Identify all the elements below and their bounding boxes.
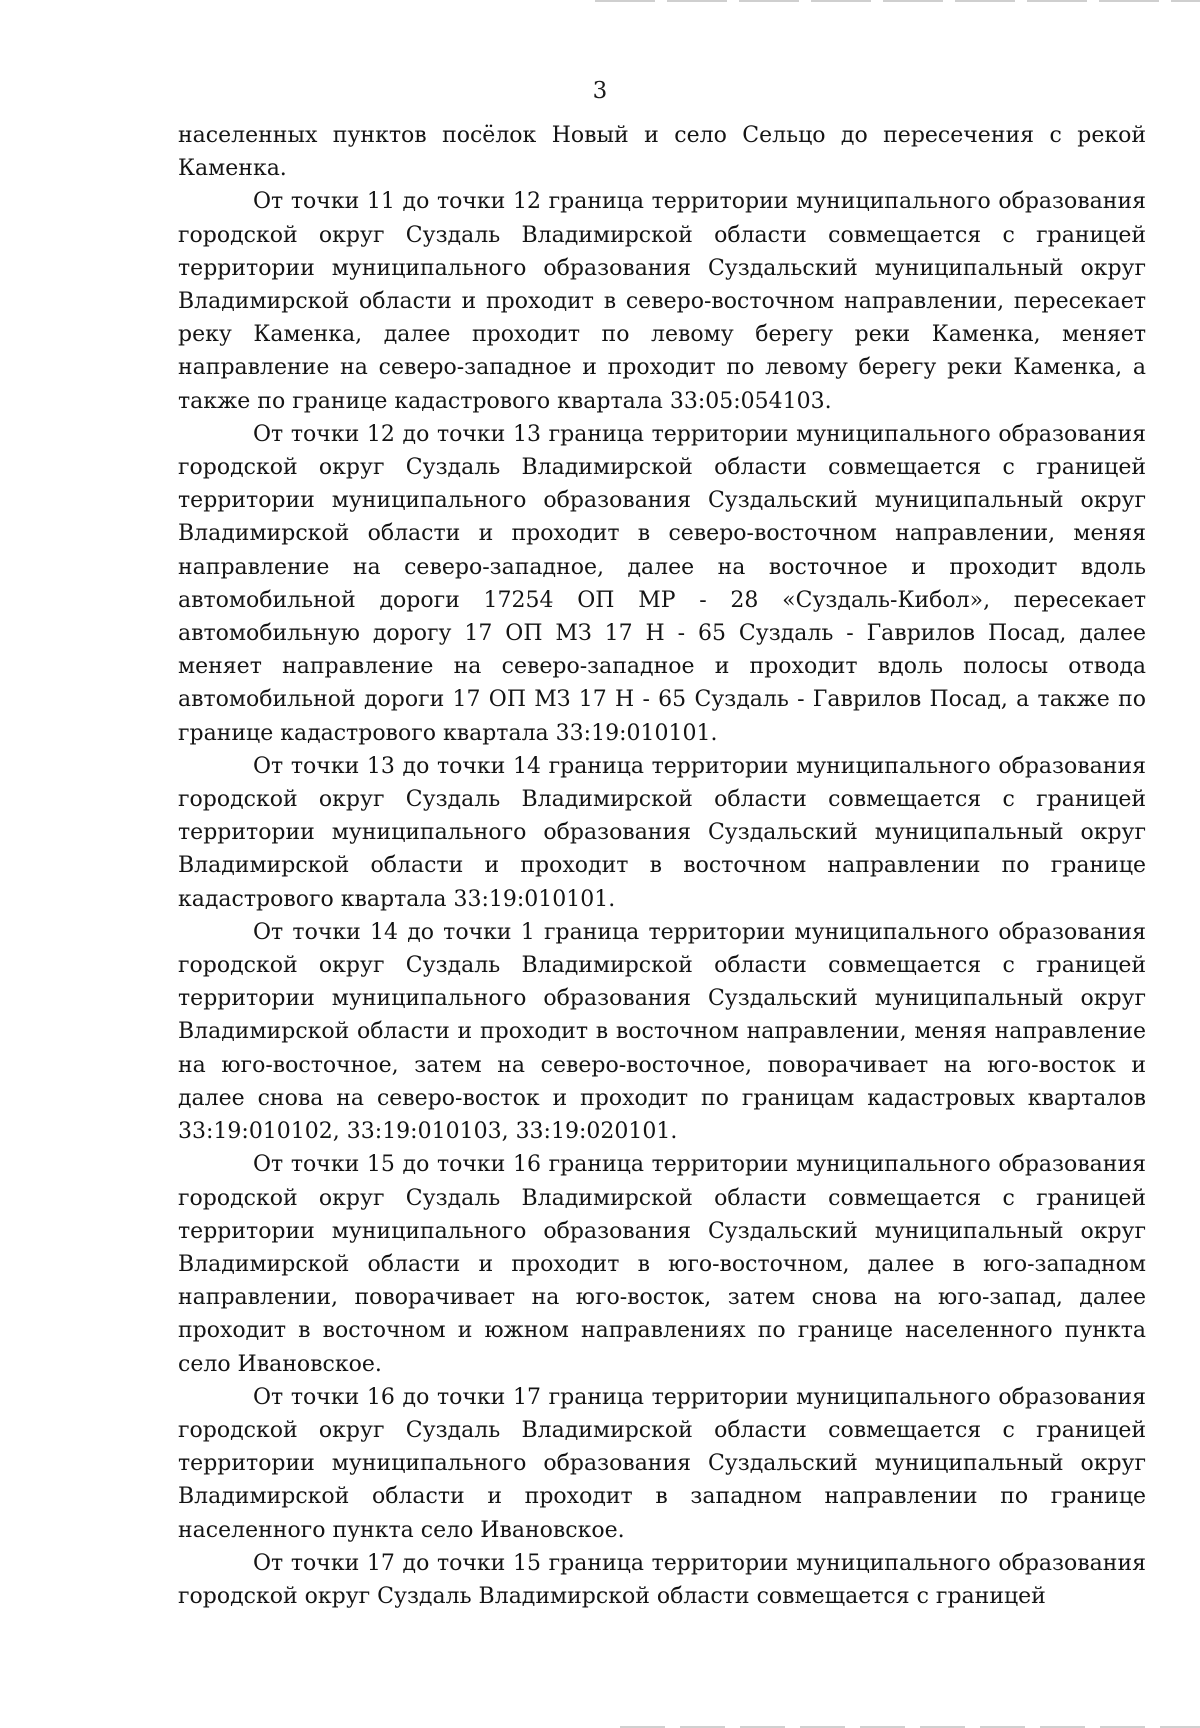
paragraph-continuation: населенных пунктов посёлок Новый и село Сельцо до пересечения с рекой Каменка. (178, 123, 1146, 182)
paragraph-point-13-14: От точки 13 до точки 14 граница территории муниципального образования городской округ Суздаль Владимирской области совмещается с границей территории муниципального образования Суздальский муниципальный округ Владимирской области и проходит в восточном направлении по границе кадастрового квартала 33:19:010101. (178, 753, 1146, 912)
page-number: 3 (592, 78, 608, 104)
paragraph-point-12-13: От точки 12 до точки 13 граница территории муниципального образования городской округ Суздаль Владимирской области совмещается с границей территории муниципального образования Суздальский муниципальный округ Владимирской области и проходит в северо-восточном направлении, меняя направление на северо-западное, далее на восточное и проходит вдоль автомобильной дороги 17254 ОП МР - 28 «Суздаль-Кибол», пересекает автомобильную дорогу 17 ОП МЗ 17 Н - 65 Суздаль - Гаврилов Посад, далее меняет направление на северо-западное и проходит вдоль полосы отвода автомобильной дороги 17 ОП МЗ 17 Н - 65 Суздаль - Гаврилов Посад, а также по границе кадастрового квартала 33:19:010101. (178, 421, 1146, 746)
document-body (178, 119, 1146, 1613)
paragraph-point-17-15: От точки 17 до точки 15 граница территории муниципального образования городской округ Суздаль Владимирской области совмещается с границей (178, 1550, 1146, 1609)
paragraph-point-14-1: От точки 14 до точки 1 граница территории муниципального образования городской округ Суздаль Владимирской области совмещается с границей территории муниципального образования Суздальский муниципальный округ Владимирской области и проходит в восточном направлении, меняя направление на юго-восточное, затем на северо-восточное, поворачивает на юго-восток и далее снова на северо-восток и проходит по границам кадастровых кварталов 33:19:010102, 33:19:010103, 33:19:020101. (178, 919, 1146, 1145)
paragraph-point-15-16: От точки 15 до точки 16 граница территории муниципального образования городской округ Суздаль Владимирской области совмещается с границей территории муниципального образования Суздальский муниципальный округ Владимирской области и проходит в юго-восточном, далее в юго-западном направлении, поворачивает на юго-восток, затем снова на юго-запад, далее проходит в восточном и южном направлениях по границе населенного пункта село Ивановское. (178, 1152, 1146, 1377)
paragraph-point-16-17: От точки 16 до точки 17 граница территории муниципального образования городской округ Суздаль Владимирской области совмещается с границей территории муниципального образования Суздальский муниципальный округ Владимирской области и проходит в западном направлении по границе населенного пункта село Ивановское. (178, 1384, 1146, 1543)
paragraph-point-11-12: От точки 11 до точки 12 граница территории муниципального образования городской округ Суздаль Владимирской области совмещается с границей территории муниципального образования Суздальский муниципальный округ Владимирской области и проходит в северо-восточном направлении, пересекает реку Каменка, далее проходит по левому берегу реки Каменка, меняет направление на северо-западное и проходит по левому берегу реки Каменка, а также по границе кадастрового квартала 33:05:054103. (178, 189, 1146, 414)
scan-edge-top (595, 0, 1200, 2)
